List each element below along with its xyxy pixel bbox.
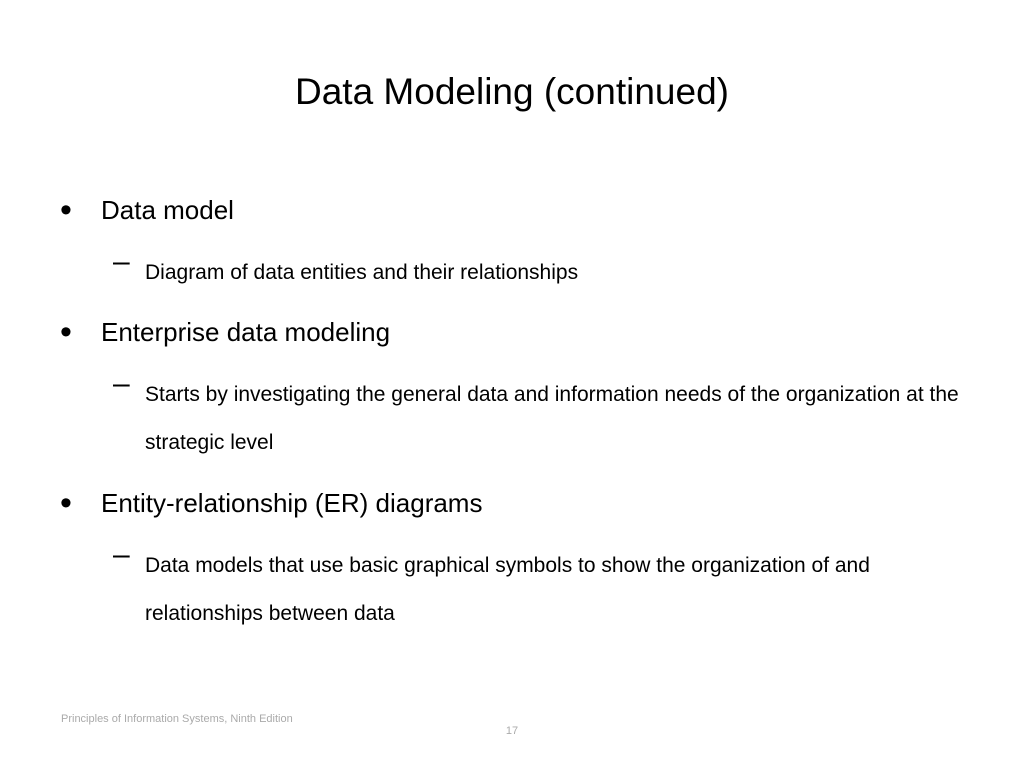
bullet-icon: •	[60, 313, 72, 351]
dash-icon: –	[113, 367, 130, 400]
sub-bullet-text: Data models that use basic graphical symbols to show the organization of and relationships between data	[145, 554, 870, 625]
bullet-icon: •	[60, 191, 72, 229]
sub-bullet-text: Diagram of data entities and their relationships	[145, 261, 579, 284]
footer-source: Principles of Information Systems, Ninth Edition	[61, 713, 293, 725]
bullet-text: Data model	[101, 195, 234, 225]
page-number: 17	[505, 725, 519, 737]
dash-icon: –	[113, 245, 130, 278]
sub-bullet-text: Starts by investigating the general data and information needs of the organization at the strategic level	[145, 383, 959, 454]
dash-icon: –	[113, 538, 130, 571]
bullet-text: Enterprise data modeling	[101, 317, 391, 347]
bullet-icon: •	[60, 484, 72, 522]
slide-title: Data Modeling (continued)	[295, 71, 729, 112]
bullet-text: Entity-relationship (ER) diagrams	[101, 488, 483, 518]
